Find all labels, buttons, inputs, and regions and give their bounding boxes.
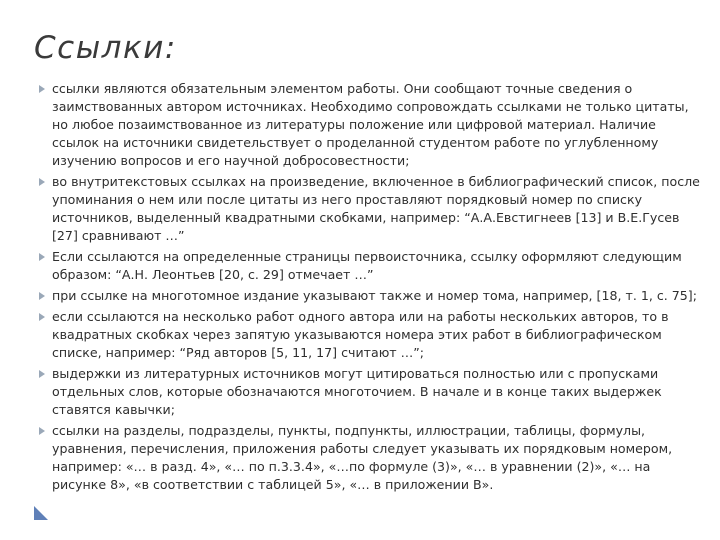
triangle-right-icon xyxy=(39,292,45,300)
bullet-list xyxy=(30,80,700,497)
triangle-right-icon xyxy=(39,85,45,93)
list-item xyxy=(30,422,700,494)
triangle-right-icon xyxy=(39,253,45,261)
list-item xyxy=(30,80,700,170)
triangle-right-icon xyxy=(39,313,45,321)
bullet-text: ссылки являются обязательным элементом работы. Они сообщают точные сведения о заимствованных автором источниках. Необходимо сопровождать ссылками не только цитаты, но любое позаимствованное из литературы положение или цифровой материал. Наличие ссылок на источники свидетельствует о проделанной студентом работе по углубленному изучению вопросов и его научной добросовестности; xyxy=(52,81,689,168)
triangle-right-icon xyxy=(39,427,45,435)
bullet-text: при ссылке на многотомное издание указывают также и номер тома, например, [18, т. 1, с. 75]; xyxy=(52,288,697,303)
slide-title: Ссылки: xyxy=(34,30,177,66)
corner-arrow-icon xyxy=(34,506,48,520)
bullet-text: Если ссылаются на определенные страницы первоисточника, ссылку оформляют следующим образом: “А.Н. Леонтьев [20, с. 29] отмечает …” xyxy=(52,249,682,282)
bullet-text: выдержки из литературных источников могут цитироваться полностью или с пропусками отдельных слов, которые обозначаются многоточием. В начале и в конце таких выдержек ставятся кавычки; xyxy=(52,366,662,417)
list-item xyxy=(30,308,700,362)
list-item xyxy=(30,173,700,245)
list-item xyxy=(30,287,700,305)
list-item xyxy=(30,248,700,284)
bullet-text: если ссылаются на несколько работ одного автора или на работы нескольких авторов, то в квадратных скобках через запятую указываются номера этих работ в библиографическом списке, например: “Ряд авторов [5, 11, 17] считают …”; xyxy=(52,309,669,360)
list-item xyxy=(30,365,700,419)
bullet-text: во внутритекстовых ссылках на произведение, включенное в библиографический список, после упоминания о нем или после цитаты из него проставляют порядковый номер по списку источников, выделенный квадратными скобками, например: “А.А.Евстигнеев [13] и В.Е.Гусев [27] сравнивают …” xyxy=(52,174,700,243)
bullet-text: ссылки на разделы, подразделы, пункты, подпункты, иллюстрации, таблицы, формулы, уравнения, перечисления, приложения работы следует указывать их порядковым номером, например: «… в разд. 4», «… по п.3.3.4», «…по формуле (3)», «… в уравнении (2)», «… на рисунке 8», «в соответствии с таблицей 5», «… в приложении В». xyxy=(52,423,673,492)
triangle-right-icon xyxy=(39,370,45,378)
triangle-right-icon xyxy=(39,178,45,186)
